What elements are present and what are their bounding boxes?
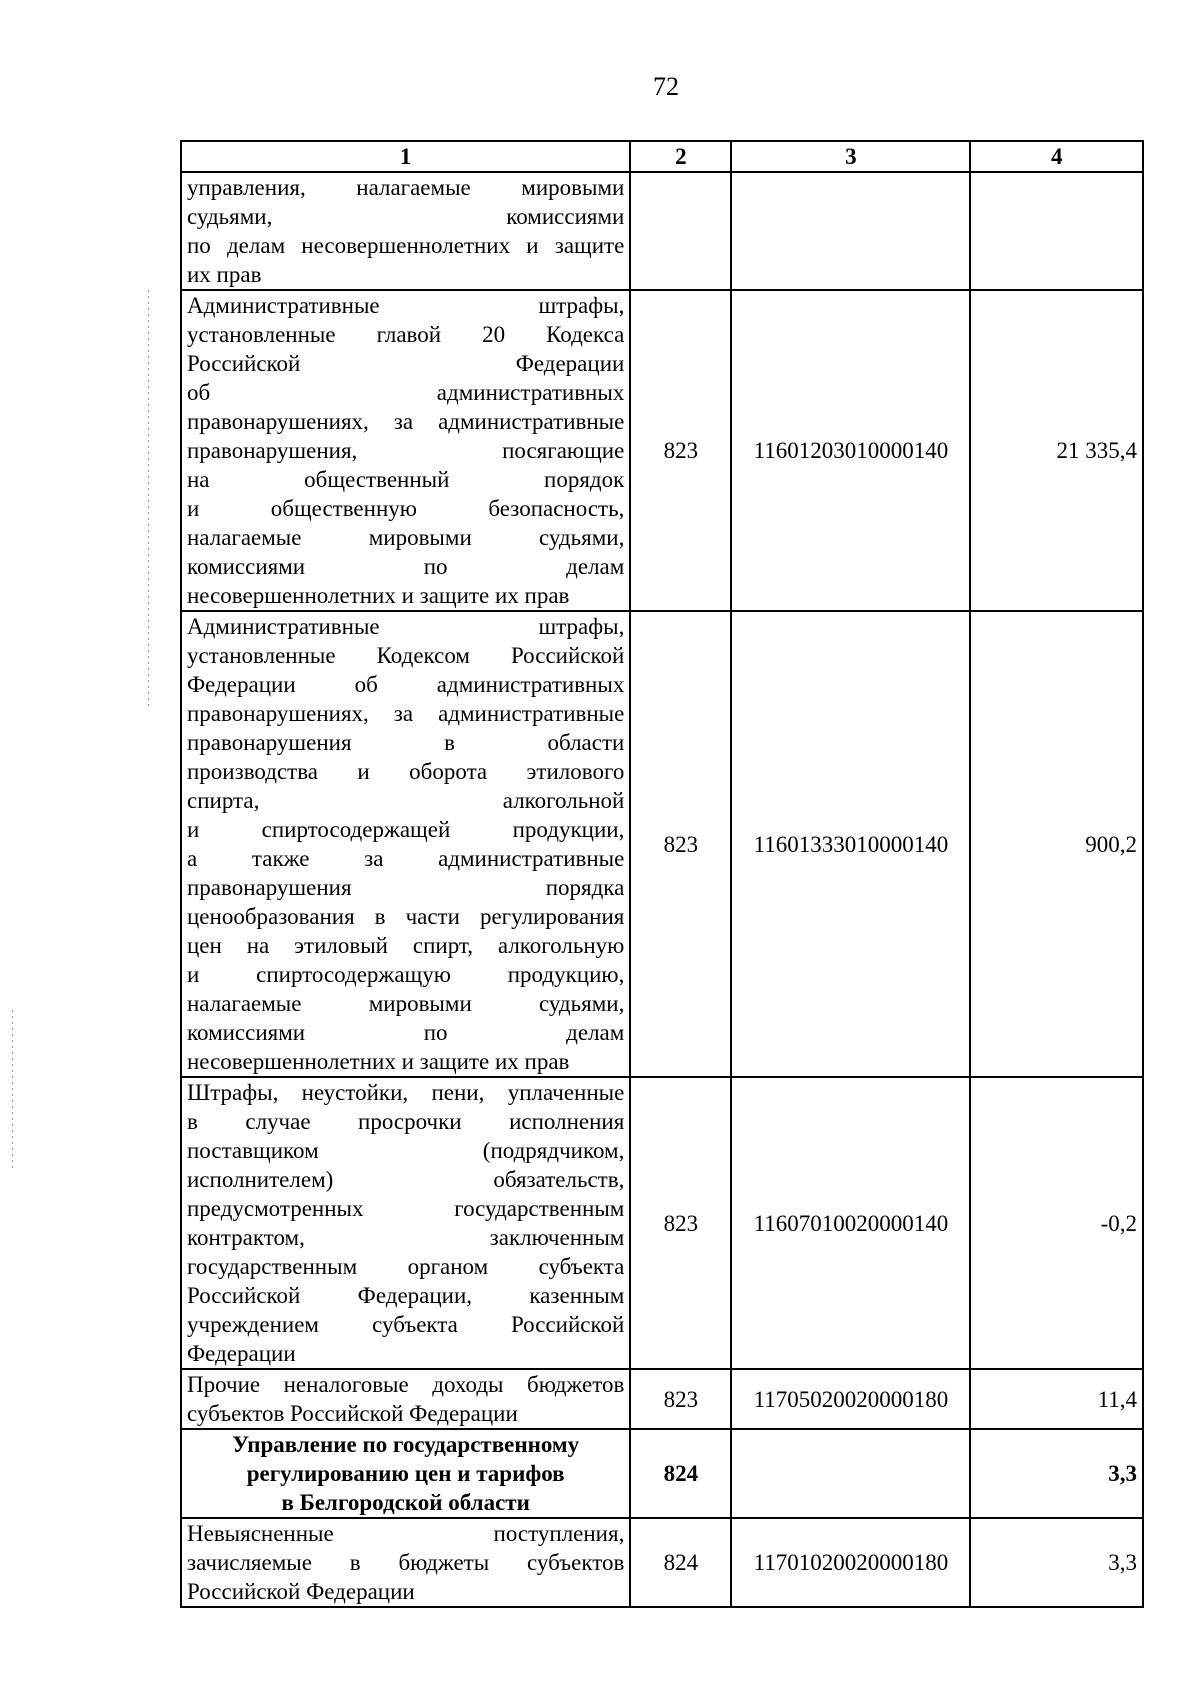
description-line: Прочие неналоговые доходы бюджетов	[187, 1372, 625, 1397]
description-line: об административных	[187, 380, 625, 405]
description-line: учреждением субъекта Российской	[187, 1312, 625, 1337]
description-line: регулированию цен и тарифов	[246, 1461, 565, 1486]
row-revenue-code: 11705020020000180	[731, 1369, 970, 1429]
description-line: государственным органом субъекта	[187, 1254, 625, 1279]
description-line: управления, налагаемые мировыми	[187, 175, 625, 200]
description-line: зачисляемые в бюджеты субъектов	[187, 1550, 625, 1575]
row-description	[181, 1518, 630, 1607]
description-line: Федерации	[187, 1341, 296, 1366]
header-col-4: 4	[970, 141, 1143, 172]
description-line: комиссиями по делам	[187, 554, 625, 579]
description-line: Штрафы, неустойки, пени, уплаченные	[187, 1080, 625, 1105]
row-admin-code: 823	[630, 611, 731, 1077]
table-row	[181, 1518, 1143, 1607]
description-line: и общественную безопасность,	[187, 496, 625, 521]
description-line: в Белгородской области	[281, 1490, 530, 1515]
description-line: предусмотренных государственным	[187, 1196, 625, 1221]
description-line: несовершеннолетних и защите их прав	[187, 1049, 570, 1074]
row-description	[181, 1429, 630, 1518]
revenue-table	[180, 140, 1144, 1608]
row-description	[181, 172, 630, 290]
row-revenue-code	[731, 1429, 970, 1518]
description-line: установленные главой 20 Кодекса	[187, 322, 625, 347]
description-line: Российской Федерации	[187, 351, 625, 376]
description-line: правонарушениях, за административные	[187, 701, 625, 726]
description-line: на общественный порядок	[187, 467, 625, 492]
row-admin-code: 824	[630, 1429, 731, 1518]
row-admin-code: 823	[630, 1369, 731, 1429]
description-line: в случае просрочки исполнения	[187, 1109, 625, 1134]
description-line: Невыясненные поступления,	[187, 1521, 625, 1546]
table-header-row	[181, 141, 1143, 172]
row-amount: 3,3	[970, 1518, 1143, 1607]
description-line: правонарушения, посягающие	[187, 438, 625, 463]
row-amount: 21 335,4	[970, 290, 1143, 611]
description-line: правонарушения порядка	[187, 875, 625, 900]
row-amount: 3,3	[970, 1429, 1143, 1518]
description-line: Российской Федерации, казенным	[187, 1283, 625, 1308]
row-revenue-code: 11607010020000140	[731, 1077, 970, 1369]
row-description	[181, 1369, 630, 1429]
description-line: ценообразования в части регулирования	[187, 904, 625, 929]
description-line: налагаемые мировыми судьями,	[187, 525, 625, 550]
row-admin-code: 823	[630, 290, 731, 611]
scan-margin-mark	[148, 290, 149, 710]
row-amount: 900,2	[970, 611, 1143, 1077]
row-admin-code: 824	[630, 1518, 731, 1607]
scan-margin-mark	[12, 1010, 13, 1170]
description-line: и спиртосодержащей продукции,	[187, 817, 625, 842]
table-row	[181, 611, 1143, 1077]
table-row	[181, 172, 1143, 290]
table-row	[181, 1369, 1143, 1429]
row-revenue-code: 11701020020000180	[731, 1518, 970, 1607]
description-line: контрактом, заключенным	[187, 1225, 625, 1250]
description-line: комиссиями по делам	[187, 1020, 625, 1045]
description-line: Федерации об административных	[187, 672, 625, 697]
row-amount	[970, 172, 1143, 290]
header-col-3: 3	[731, 141, 970, 172]
table-row	[181, 1077, 1143, 1369]
table-row	[181, 290, 1143, 611]
description-line: исполнителем) обязательств,	[187, 1167, 625, 1192]
description-line: установленные Кодексом Российской	[187, 643, 625, 668]
description-line: судьями, комиссиями	[187, 204, 625, 229]
header-col-2: 2	[630, 141, 731, 172]
row-revenue-code: 11601333010000140	[731, 611, 970, 1077]
description-line: несовершеннолетних и защите их прав	[187, 583, 570, 608]
description-line: цен на этиловый спирт, алкогольную	[187, 933, 625, 958]
description-line: правонарушения в области	[187, 730, 625, 755]
description-line: правонарушениях, за административные	[187, 409, 625, 434]
row-revenue-code	[731, 172, 970, 290]
description-line: Российской Федерации	[187, 1579, 415, 1604]
row-description	[181, 611, 630, 1077]
row-description	[181, 1077, 630, 1369]
header-col-1: 1	[181, 141, 630, 172]
description-line: Административные штрафы,	[187, 614, 625, 639]
description-line: субъектов Российской Федерации	[187, 1401, 518, 1426]
row-amount: -0,2	[970, 1077, 1143, 1369]
description-line: производства и оборота этилового	[187, 759, 625, 784]
description-line: налагаемые мировыми судьями,	[187, 991, 625, 1016]
description-line: по делам несовершеннолетних и защите	[187, 233, 625, 258]
description-line: поставщиком (подрядчиком,	[187, 1138, 625, 1163]
row-admin-code	[630, 172, 731, 290]
description-line: их прав	[187, 262, 262, 287]
table-body	[181, 172, 1143, 1607]
description-line: а также за административные	[187, 846, 625, 871]
page-number: 72	[653, 72, 679, 101]
description-line: спирта, алкогольной	[187, 788, 625, 813]
table-row	[181, 1429, 1143, 1518]
row-description	[181, 290, 630, 611]
row-revenue-code: 11601203010000140	[731, 290, 970, 611]
row-admin-code: 823	[630, 1077, 731, 1369]
description-line: и спиртосодержащую продукцию,	[187, 962, 625, 987]
description-line: Управление по государственному	[232, 1432, 580, 1457]
row-amount: 11,4	[970, 1369, 1143, 1429]
description-line: Административные штрафы,	[187, 293, 625, 318]
